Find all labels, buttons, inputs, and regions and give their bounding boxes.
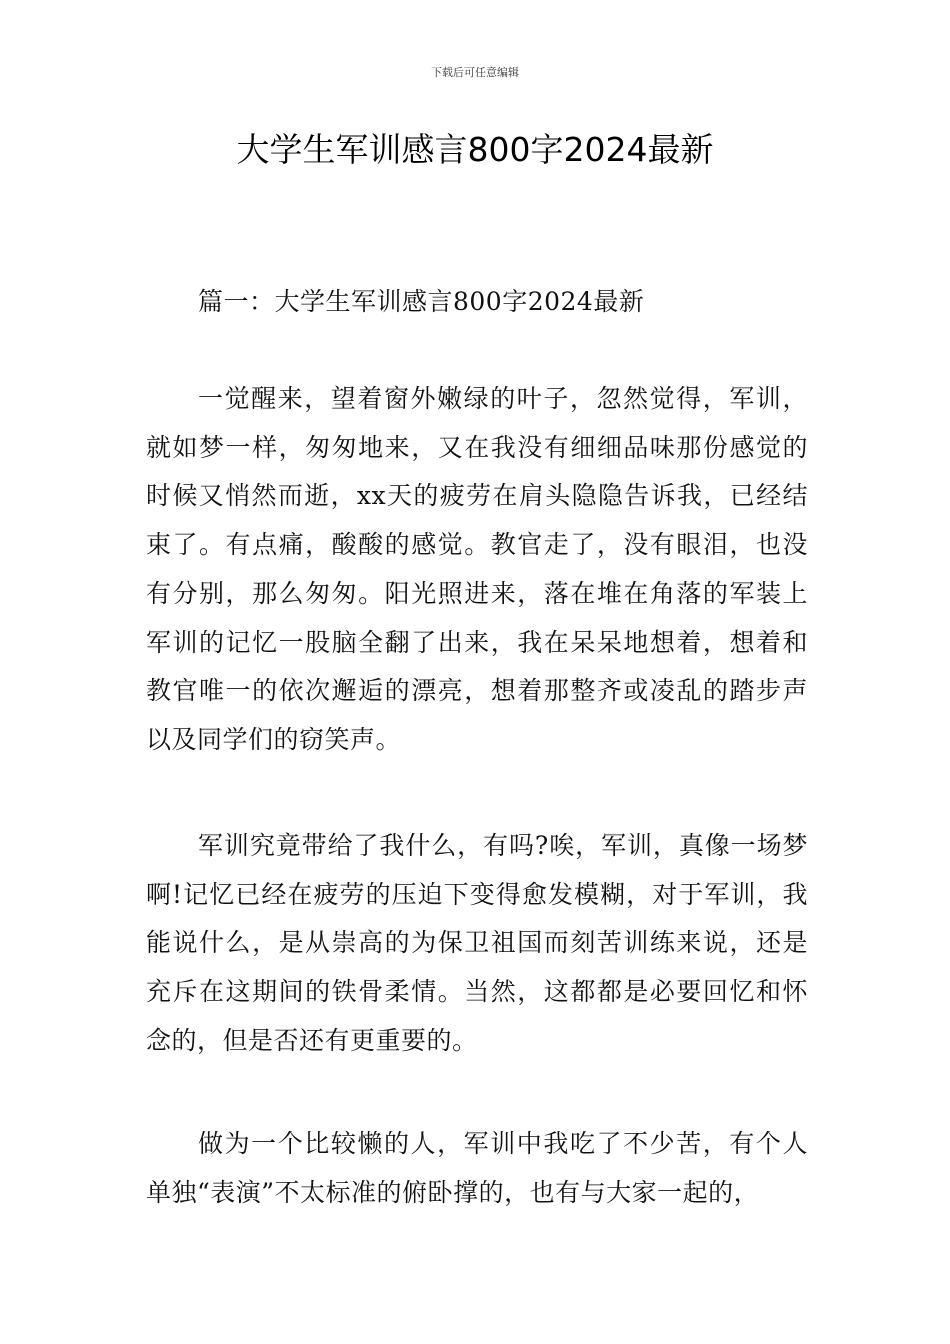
paragraph-2: 军训究竟带给了我什么，有吗?唉，军训，真像一场梦啊!记忆已经在疲劳的压迫下变得愈发模糊，对于军训，我能说什么，是从崇高的为保卫祖国而刻苦训练来说，还是充斥在这期间的铁骨柔情。当然，这都都是必要回忆和怀念的，但是否还有更重要的。	[146, 831, 808, 1055]
document-title: 大学生军训感言800字2024最新	[236, 130, 714, 169]
paragraph-1: 一觉醒来，望着窗外嫩绿的叶子，忽然觉得，军训，就如梦一样，匆匆地来，又在我没有细细品味那份感觉的时候又悄然而逝，xx天的疲劳在肩头隐隐告诉我，已经结束了。有点痛，酸酸的感觉。教官走了，没有眼泪，也没有分别，那么匆匆。阳光照进来，落在堆在角落的军装上军训的记忆一股脑全翻了出来，我在呆呆地想着，想着和教官唯一的依次邂逅的漂亮，想着那整齐或凌乱的踏步声以及同学们的窃笑声。	[146, 384, 808, 754]
paragraph-3: 做为一个比较懒的人，军训中我吃了不少苦，有个人单独“表演”不太标准的俯卧撑的，也有与大家一起的，	[146, 1129, 808, 1207]
section-heading: 篇一：大学生军训感言800字2024最新	[198, 287, 645, 316]
header-note: 下载后可任意编辑	[431, 66, 519, 79]
